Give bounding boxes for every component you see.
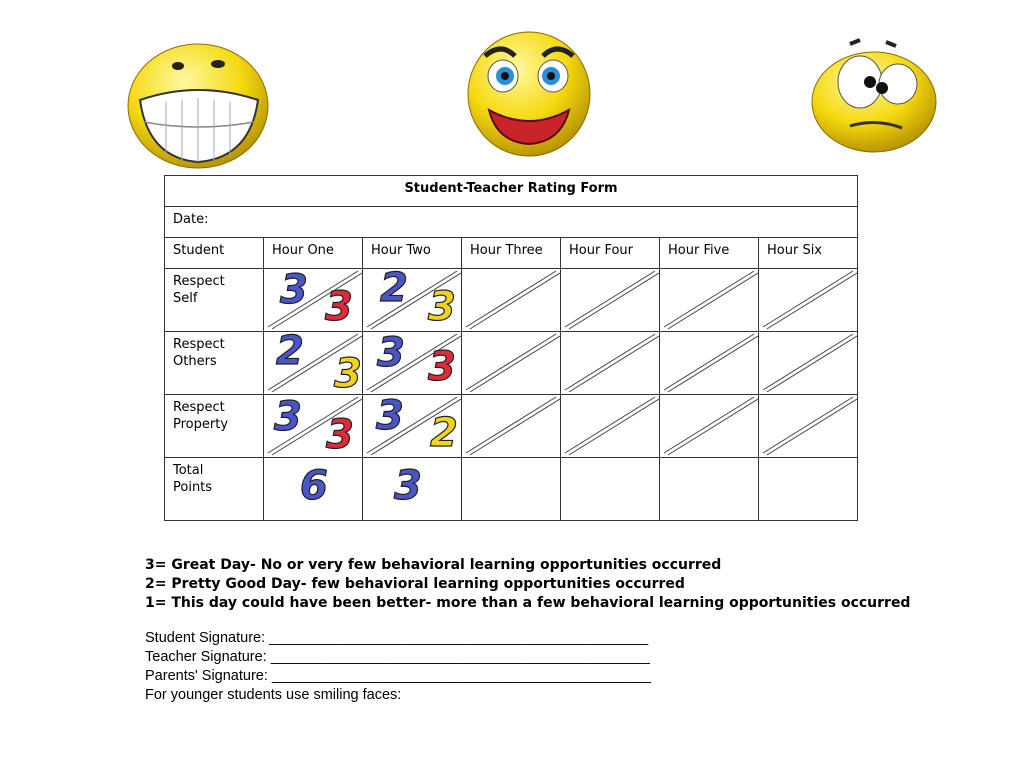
row-label-total-points: Total Points — [165, 458, 264, 521]
header-hour-six: Hour Six — [759, 238, 858, 269]
score-property-hour-one-b: 3 — [326, 412, 354, 458]
goofy-face-icon — [806, 32, 938, 154]
header-hour-four: Hour Four — [561, 238, 660, 269]
teacher-signature-line[interactable]: Teacher Signature: _______________________________________________ — [145, 649, 650, 665]
form-title: Student-Teacher Rating Form — [165, 176, 858, 207]
score-total-hour-one: 6 — [300, 463, 328, 509]
score-property-hour-two-b: 2 — [430, 410, 458, 456]
row-respect-property — [165, 395, 858, 458]
younger-students-note: For younger students use smiling faces: — [145, 687, 402, 703]
score-self-hour-two-a: 2 — [380, 265, 408, 311]
score-others-hour-one-a: 2 — [276, 328, 304, 374]
parents-signature-line[interactable]: Parents' Signature: _______________________________________________ — [145, 668, 651, 684]
header-hour-one: Hour One — [264, 238, 363, 269]
score-others-hour-two-b: 3 — [428, 344, 456, 390]
score-property-hour-one-a: 3 — [274, 394, 302, 440]
row-label-respect-others: Respect Others — [165, 332, 264, 395]
cell[interactable] — [561, 269, 660, 332]
legend-line-2: 2= Pretty Good Day- few behavioral learning opportunities occurred — [145, 576, 685, 592]
score-others-hour-one-b: 3 — [334, 351, 362, 397]
header-hour-three: Hour Three — [462, 238, 561, 269]
cell[interactable] — [660, 458, 759, 521]
cell[interactable] — [462, 269, 561, 332]
score-property-hour-two-a: 3 — [376, 393, 404, 439]
cell[interactable] — [561, 395, 660, 458]
score-others-hour-two-a: 3 — [377, 330, 405, 376]
score-self-hour-two-b: 3 — [428, 284, 456, 330]
header-hour-two: Hour Two — [363, 238, 462, 269]
row-label-respect-property: Respect Property — [165, 395, 264, 458]
rating-form-table — [164, 175, 858, 521]
row-total-points — [165, 458, 858, 521]
student-signature-line[interactable]: Student Signature: _______________________________________________ — [145, 630, 649, 646]
cell[interactable] — [462, 332, 561, 395]
grinning-face-icon — [126, 40, 271, 170]
cell[interactable] — [660, 332, 759, 395]
cell[interactable] — [462, 458, 561, 521]
cell[interactable] — [462, 395, 561, 458]
cell[interactable] — [759, 395, 858, 458]
row-label-respect-self: Respect Self — [165, 269, 264, 332]
header-hour-five: Hour Five — [660, 238, 759, 269]
cell[interactable] — [561, 458, 660, 521]
cell[interactable] — [759, 458, 858, 521]
score-self-hour-one-a: 3 — [280, 267, 308, 313]
cell[interactable] — [561, 332, 660, 395]
cell[interactable] — [759, 269, 858, 332]
row-respect-others — [165, 332, 858, 395]
cell[interactable] — [759, 332, 858, 395]
smiling-face-icon — [465, 26, 593, 158]
legend-line-3: 3= Great Day- No or very few behavioral learning opportunities occurred — [145, 557, 722, 573]
cell[interactable] — [660, 269, 759, 332]
score-self-hour-one-b: 3 — [325, 284, 353, 330]
legend-line-1: 1= This day could have been better- more than a few behavioral learning opportunities occurred — [145, 595, 911, 611]
date-field[interactable]: Date: — [165, 207, 858, 238]
score-total-hour-two: 3 — [394, 463, 422, 509]
header-student: Student — [165, 238, 264, 269]
cell[interactable] — [660, 395, 759, 458]
row-respect-self — [165, 269, 858, 332]
